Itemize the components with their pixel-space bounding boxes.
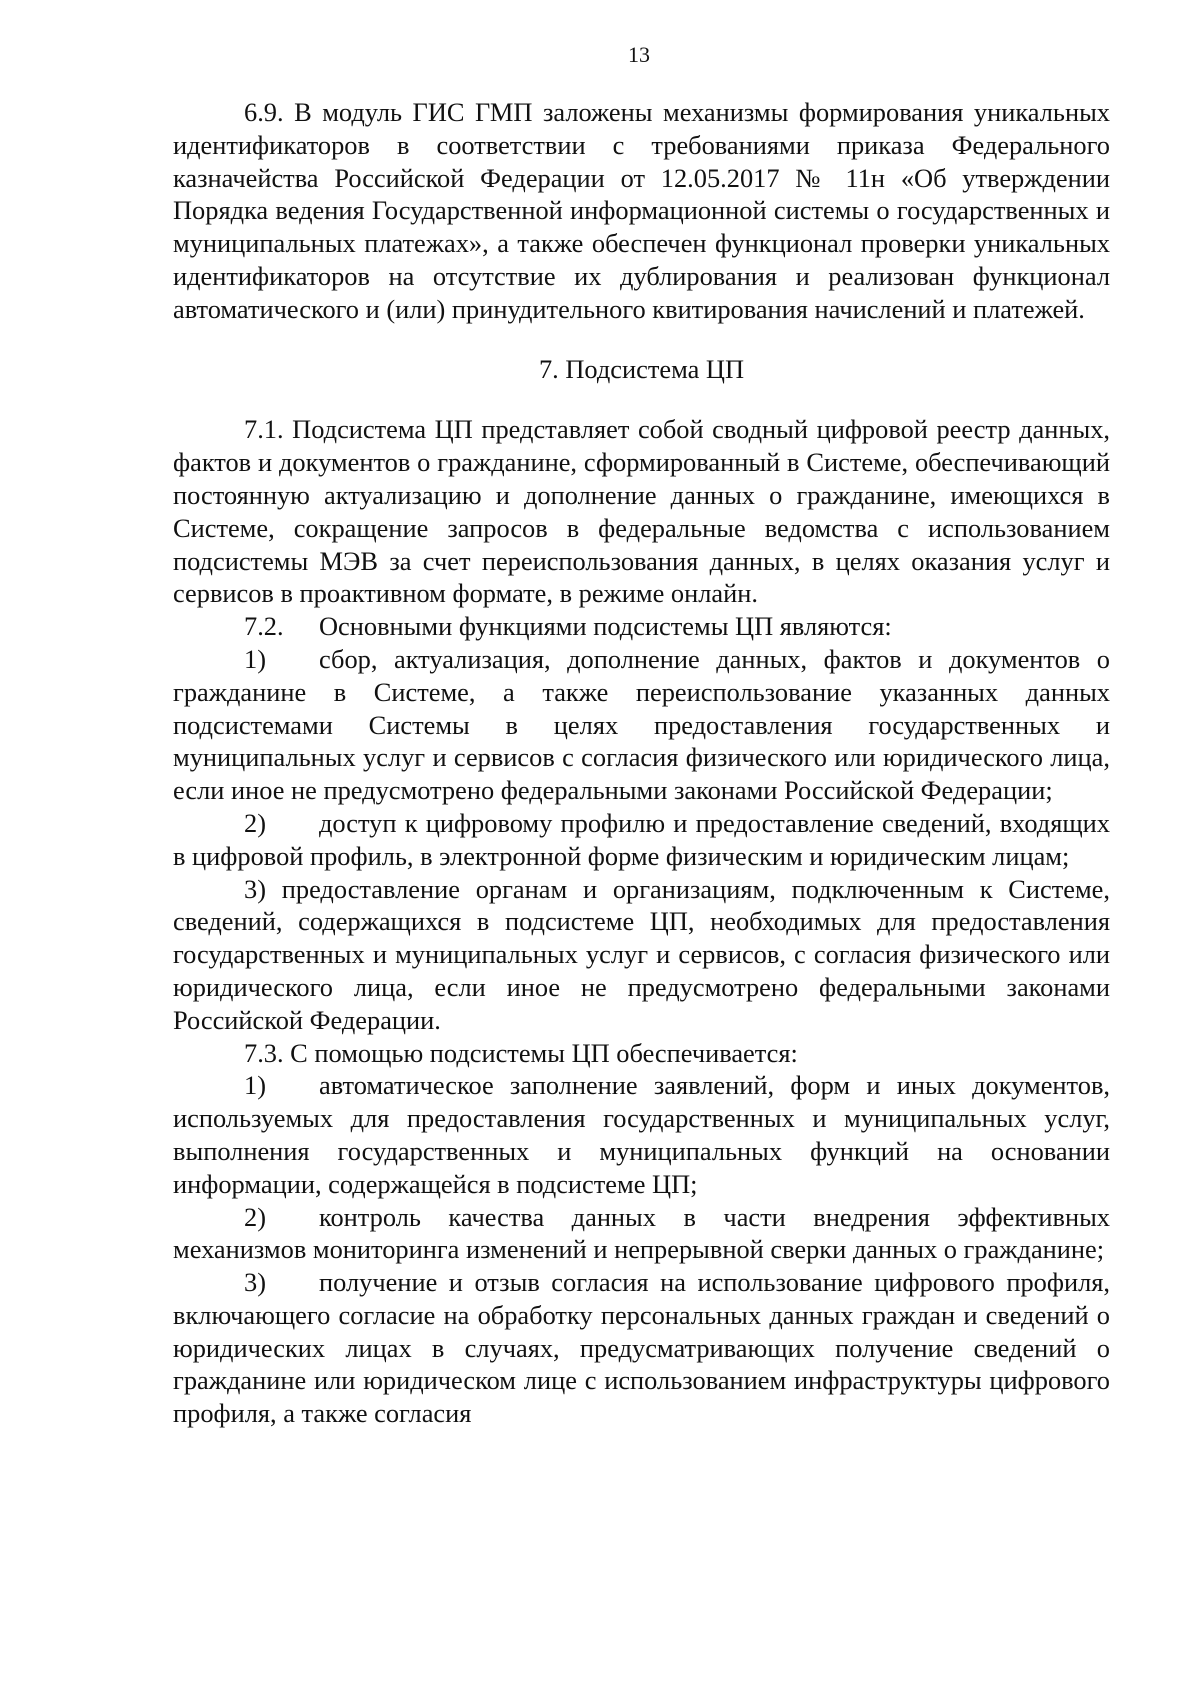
paragraph-7-2-text: Основными функциями подсистемы ЦП являются:	[319, 611, 892, 642]
list-item-text: сбор, актуализация, дополнение данных, фактов и документов о гражданине в Системе, а также переиспользование указанных данных подсистемами Системы в целях предоставления государственных и муниципальных услуг и сервисов с согласия физического или юридического лица, если иное не предусмотрено федеральными законами Российской Федерации;	[173, 643, 1110, 806]
paragraph-6-9: 6.9. В модуль ГИС ГМП заложены механизмы формирования уникальных идентификаторов в соответствии с требованиями приказа Федерального казначейства Российской Федерации от 12.05.2017 № 11н «Об утверждении Порядка ведения Государственной информационной системы о государственных и муниципальных платежах», а также обеспечен функционал проверки уникальных идентификаторов на отсутствие их дублирования и реализован функционал автоматического и (или) принудительного квитирования начислений и платежей.	[173, 97, 1110, 324]
list-item-text: доступ к цифровому профилю и предоставление сведений, входящих в цифровой профиль, в электронной форме физическим и юридическим лицам;	[173, 807, 1110, 871]
list-item-number: 3)	[244, 1267, 266, 1298]
list-item	[173, 643, 1110, 807]
paragraph-7-3-intro: 7.3. С помощью подсистемы ЦП обеспечивается:	[244, 1037, 798, 1068]
list-item	[173, 807, 1110, 873]
list-item-text: автоматическое заполнение заявлений, форм и иных документов, используемых для предоставления государственных и муниципальных услуг, выполнения государственных и муниципальных функций на основании информации, содержащейся в подсистеме ЦП;	[173, 1070, 1110, 1199]
list-item	[173, 1266, 1110, 1430]
list-item-text: предоставление органам и организациям, подключенным к Системе, сведений, содержащихся в подсистеме ЦП, необходимых для предоставления государственных и муниципальных услуг и сервисов, с согласия физического или юридического лица, если иное не предусмотрено федеральными законами Российской Федерации.	[173, 873, 1110, 1035]
list-item-number: 3)	[244, 873, 266, 904]
document-body	[173, 96, 1110, 1430]
list-item	[173, 1201, 1110, 1267]
list-item	[173, 1069, 1110, 1200]
paragraph-7-1: 7.1. Подсистема ЦП представляет собой сводный цифровой реестр данных, фактов и документов о гражданине, сформированный в Системе, обеспечивающий постоянную актуализацию и дополнение данных о гражданине, имеющихся в Системе, сокращение запросов в федеральные ведомства с использованием подсистемы МЭВ за счет переиспользования данных, в целях оказания услуг и сервисов в проактивном формате, в режиме онлайн.	[173, 414, 1110, 609]
list-item-text: получение и отзыв согласия на использование цифрового профиля, включающего согласие на обработку персональных данных граждан и сведений о юридических лицах в случаях, предусматривающих получение сведений о гражданине или юридическом лице с использованием инфраструктуры цифрового профиля, а также согласия	[173, 1267, 1110, 1429]
paragraph-7-2-number: 7.2.	[244, 611, 284, 642]
list-item	[173, 873, 1110, 1037]
list-item-number: 1)	[244, 643, 266, 674]
paragraph-7-2-intro	[173, 610, 1110, 643]
list-item-number: 2)	[244, 1201, 266, 1232]
list-item-number: 1)	[244, 1070, 266, 1101]
list-item-text: контроль качества данных в части внедрения эффективных механизмов мониторинга изменений и непрерывной сверки данных о гражданине;	[173, 1201, 1110, 1265]
section-heading: 7. Подсистема ЦП	[538, 353, 745, 384]
list-item-number: 2)	[244, 807, 266, 838]
page-number: 13	[628, 42, 650, 67]
